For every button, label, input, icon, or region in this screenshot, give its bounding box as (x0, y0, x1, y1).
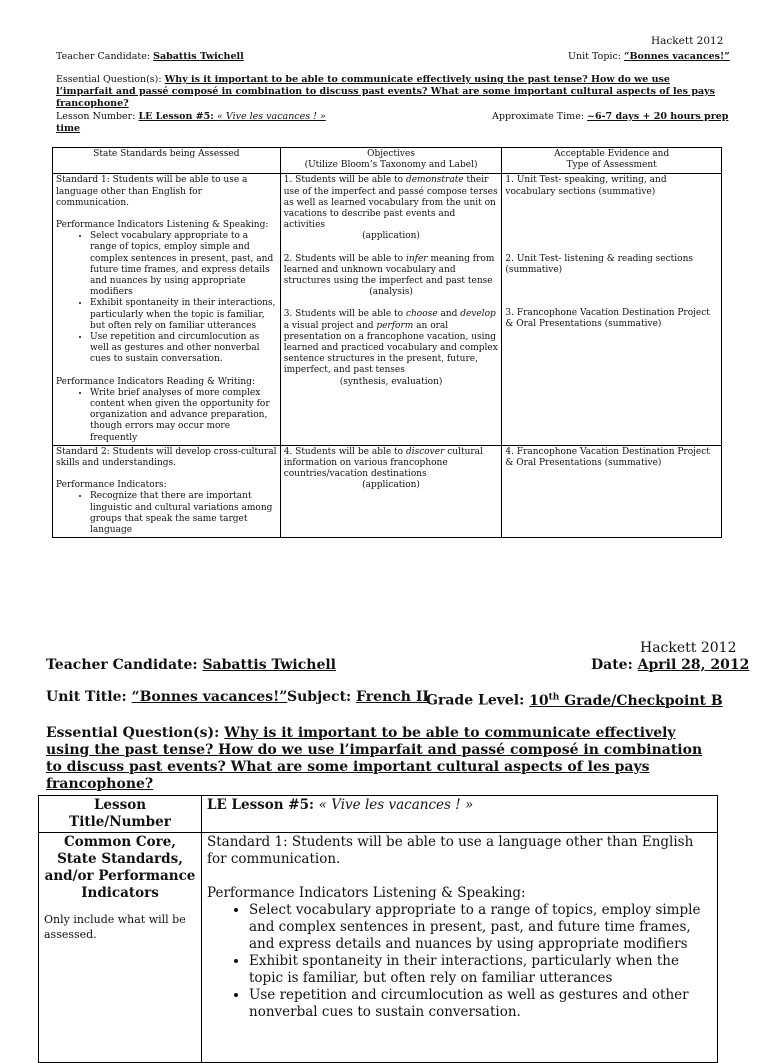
list-item: • Write brief analyses of more complex content when given the opportunity for organization and advance preparation, though errors may occur more frequently (90, 388, 277, 444)
lesson-number-label: Lesson Number: (56, 111, 139, 122)
only-include-note: Only include what will be assessed. (44, 913, 186, 941)
unit-topic-label: Unit Topic: (568, 51, 624, 62)
objective-2: 2. Students will be able to infer meaning from learned and unknown vocabulary and structures using the imperfect and past tense (283, 253, 495, 287)
standards-content-cell (202, 833, 718, 1063)
table-row (39, 833, 718, 1063)
table-row (53, 445, 722, 537)
evidence-2: 2. Unit Test- listening & reading sections (summative) (505, 253, 693, 276)
standard1-text: Standard 1: Students will be able to use a language other than English for communication. (207, 834, 694, 867)
table-row (39, 796, 718, 833)
pi-reading-label: Performance Indicators Reading & Writing: (56, 376, 255, 387)
table-header-row (53, 148, 722, 174)
page1-lesson-number (56, 111, 326, 123)
objective-4: 4. Students will be able to discover cultural information on various francophone countries/vacation destinations (283, 446, 483, 480)
header-standards: State Standards being Assessed (53, 148, 281, 174)
teacher-name: Sabattis Twichell (202, 657, 336, 673)
objective-4-label: (application) (362, 480, 420, 491)
objective-1-label: (application) (362, 231, 420, 242)
standards-label-cell (39, 833, 202, 1063)
list-item: • Exhibit spontaneity in their interactions, particularly when the topic is familiar, but often rely on familiar utterances (90, 298, 277, 332)
page1-standards-table (52, 147, 722, 538)
unit-title-label: Unit Title: (46, 689, 132, 705)
unit-title-value: “Bonnes vacances!” (131, 689, 288, 705)
grade-label: Grade Level: (426, 692, 530, 709)
approx-time-label: Approximate Time: (492, 111, 588, 122)
eq-label: Essential Question(s): (46, 725, 225, 741)
standard2-list (56, 491, 277, 536)
page1-approx-time (492, 111, 728, 123)
header-objectives: Objectives (Utilize Bloom’s Taxonomy and Label) (280, 148, 502, 174)
eq-text: Why is it important to be able to communicate effectively using the past tense? How do we use l’imparfait and passé composé in combination to discuss past events? What are some important cultural aspects of les pays francophone? (56, 74, 716, 109)
list-item: • Use repetition and circumlocution as well as gestures and other nonverbal cues to sustain conversation. (90, 332, 277, 366)
objective-3-label: (synthesis, evaluation) (339, 376, 443, 387)
evidence-4: 4. Francophone Vacation Destination Project & Oral Presentations (summative) (505, 446, 710, 469)
list-item: • Select vocabulary appropriate to a range of topics, employ simple and complex sentences in present, past, and future time frames, and express details and nuances by using appropriate modifiers (249, 902, 712, 953)
lesson-number-value: LE Lesson #5: (138, 111, 218, 122)
evidence-3: 3. Francophone Vacation Destination Project & Oral Presentations (summative) (505, 308, 710, 330)
date-label: Date: (591, 657, 638, 673)
pi-label: Performance Indicators: (56, 480, 167, 491)
lesson-title-value: LE Lesson #5: « Vive les vacances ! » (202, 796, 718, 833)
page2-teacher-line (46, 657, 336, 674)
objective-3: 3. Students will be able to choose and develop a visual project and perform an oral presentation on a francophone vacation, using learned and practiced vocabulary and complex sentence structures in the present, future, imperfect, and past tenses (283, 309, 498, 376)
evidence-cell (502, 174, 722, 445)
evidence-1: 1. Unit Test- speaking, writing, and vocabulary sections (summative) (505, 175, 667, 197)
eq-label: Essential Question(s): (56, 74, 165, 85)
evidence4-cell (502, 445, 722, 537)
subject-value: French II (356, 689, 429, 705)
unit-topic-value: “Bonnes vacances!” (623, 51, 730, 62)
page2-unit-title (46, 689, 287, 706)
list-item: • Recognize that there are important linguistic and cultural variations among groups that speak the same target language (90, 491, 277, 536)
header-evidence: Acceptable Evidence and Type of Assessment (502, 148, 722, 174)
grade-value: 10th Grade/Checkpoint B (529, 692, 723, 709)
standard1-text: Standard 1: Students will be able to use a language other than English for communication. (56, 175, 248, 208)
page2-date (591, 657, 749, 674)
reading-list (56, 388, 277, 444)
page1-essential-questions (56, 74, 716, 110)
objective-2-label: (analysis) (369, 287, 413, 298)
page1-teacher-line (56, 51, 244, 63)
approx-time-value: ~6-7 days + 20 hours prep (587, 111, 729, 122)
pi-listening-label: Performance Indicators Listening & Speaking: (56, 220, 269, 231)
objectives-cell (280, 174, 502, 445)
pi-listening-label: Performance Indicators Listening & Speaking: (207, 885, 526, 901)
list-item: • Use repetition and circumlocution as well as gestures and other nonverbal cues to sustain conversation. (249, 987, 712, 1021)
page2-subject (287, 689, 429, 706)
standards-label: Common Core, State Standards, and/or Performance Indicators (44, 834, 196, 901)
page2-grade (426, 689, 723, 710)
approx-time-value2: time (56, 123, 81, 134)
lesson-title-label: Lesson Title/Number (39, 796, 202, 833)
date-value: April 28, 2012 (637, 657, 750, 673)
page2-lesson-table (38, 795, 718, 1063)
listening-list (56, 231, 277, 365)
teacher-label: Teacher Candidate: (46, 657, 203, 673)
page1-unit-topic (568, 51, 730, 63)
list-item: • Exhibit spontaneity in their interactions, particularly when the topic is familiar, but often rely on familiar utterances (249, 953, 712, 987)
objective-1: 1. Students will be able to demonstrate their use of the imperfect and passé compose terses as well as learned vocabulary from the unit on vacations to describe past events and activities (283, 175, 498, 231)
subject-label: Subject: (287, 689, 357, 705)
standard2-cell (53, 445, 281, 537)
page2-essential-questions (46, 725, 722, 793)
teacher-name: Sabattis Twichell (153, 51, 244, 62)
teacher-label: Teacher Candidate: (56, 51, 154, 62)
standard2-text: Standard 2: Students will develop cross-cultural skills and understandings. (56, 446, 277, 469)
objective4-cell (280, 445, 502, 537)
eq-text: Why is it important to be able to communicate effectively using the past tense? How do we use l’imparfait and passé composé in combination to discuss past events? What are some important cultural aspects of les pays francophone? (46, 725, 703, 792)
table-row (53, 174, 722, 445)
page2-hackett: Hackett 2012 (640, 640, 737, 656)
standard1-cell (53, 174, 281, 445)
page1-hackett: Hackett 2012 (651, 35, 724, 47)
lesson-number-title: « Vive les vacances ! » (217, 111, 326, 122)
list-item: • Select vocabulary appropriate to a range of topics, employ simple and complex sentences in present, past, and future time frames, and express details and nuances by using appropriate modifiers (90, 231, 277, 298)
listening-list (207, 902, 712, 1021)
